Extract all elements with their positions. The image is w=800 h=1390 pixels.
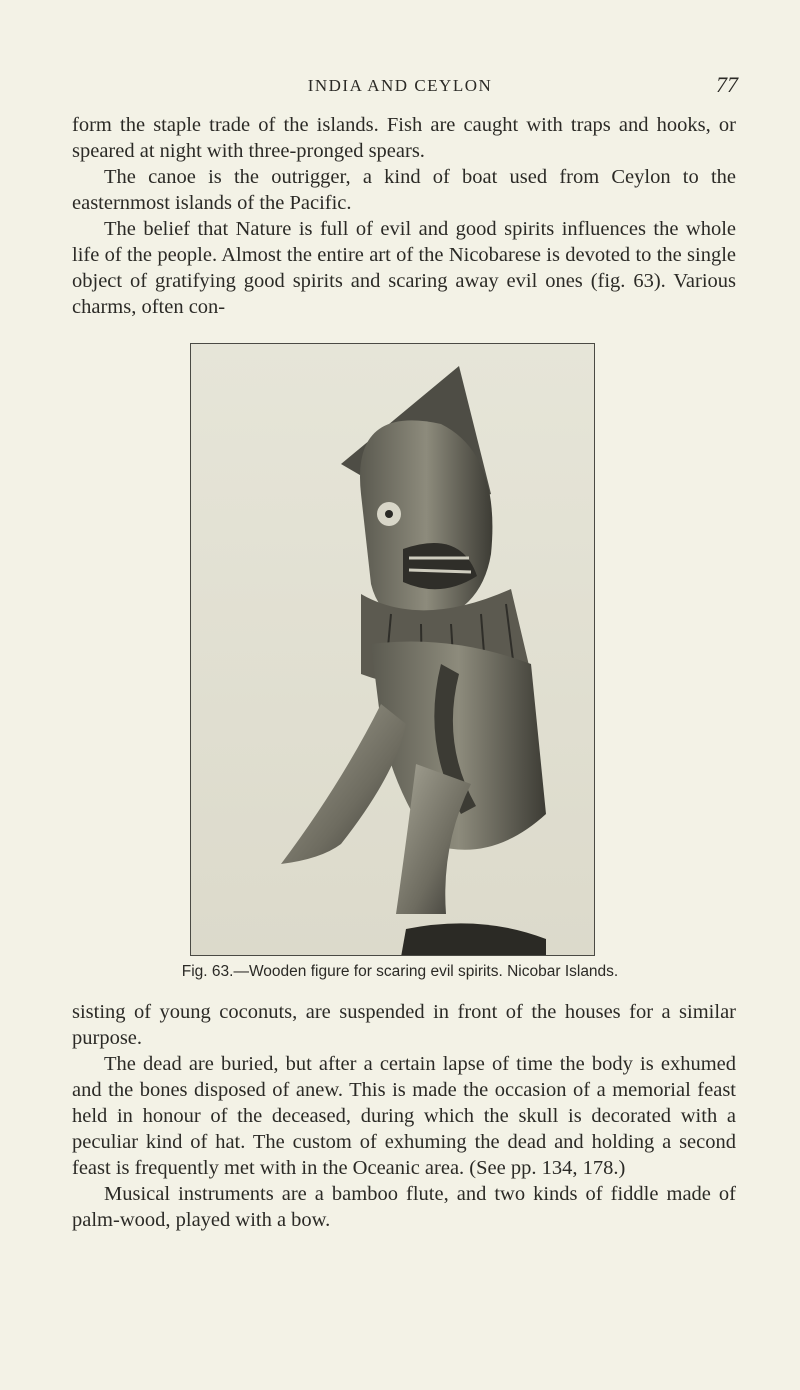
bottom-text-block bbox=[72, 999, 736, 1233]
figure-photograph bbox=[190, 343, 595, 956]
paragraph: The canoe is the outrigger, a kind of boat used from Ceylon to the easternmost islands of the Pacific. bbox=[72, 166, 736, 214]
paragraph: Musical instruments are a bamboo flute, and two kinds of fiddle made of palm-wood, played with a bow. bbox=[72, 1183, 736, 1231]
figure-caption: Fig. 63.—Wooden figure for scaring evil spirits. Nicobar Islands. bbox=[181, 963, 619, 980]
paragraph: form the staple trade of the islands. Fish are caught with traps and hooks, or speared at night with three-pronged spears. bbox=[72, 114, 736, 162]
head-shape bbox=[360, 420, 492, 624]
wooden-figure-illustration bbox=[191, 344, 595, 956]
paragraph: The belief that Nature is full of evil and good spirits influences the whole life of the people. Almost the entire art of the Nicobarese is devoted to the single object of gratifying good spirits and scaring away evil ones (fig. 63). Various charms, often con- bbox=[72, 218, 736, 318]
top-text-block bbox=[72, 112, 736, 320]
paragraph: The dead are buried, but after a certain lapse of time the body is exhumed and the bones disposed of anew. This is made the occasion of a memorial feast held in honour of the deceased, during which the skull is decorated with a peculiar kind of hat. The custom of exhuming the dead and holding a second feast is frequently met with in the Oceanic area. (See pp. 134, 178.) bbox=[72, 1053, 736, 1179]
paragraph: sisting of young coconuts, are suspended in front of the houses for a similar purpose. bbox=[72, 1001, 736, 1049]
running-head: INDIA AND CEYLON bbox=[307, 76, 493, 95]
page-number: 77 bbox=[716, 72, 738, 97]
